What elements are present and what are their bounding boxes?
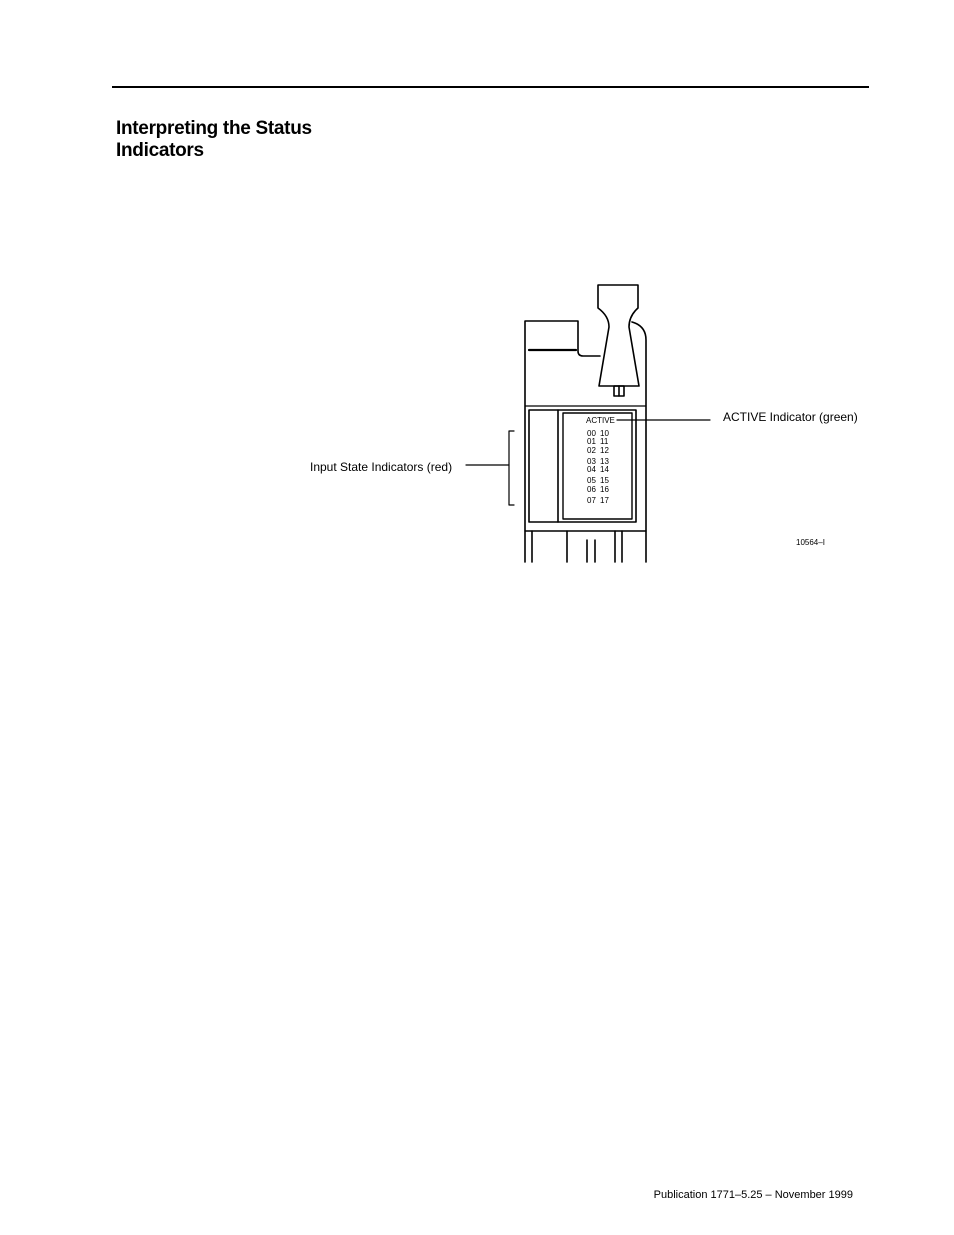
led-label: 10 — [600, 429, 609, 438]
led-label: 07 — [587, 496, 596, 505]
indicator-panel-outer — [529, 410, 636, 522]
indicator-window — [563, 413, 632, 519]
led-column-right — [600, 429, 609, 505]
led-label: 17 — [600, 496, 609, 505]
led-label: 03 — [587, 457, 596, 466]
led-label: 01 — [587, 437, 596, 446]
publication-footer: Publication 1771–5.25 – November 1999 — [653, 1189, 853, 1201]
led-label: 13 — [600, 457, 609, 466]
led-label: 11 — [600, 437, 609, 446]
input-indicators-bracket — [509, 431, 514, 505]
latch-handle — [598, 285, 639, 386]
input-state-indicators-callout: Input State Indicators (red) — [310, 460, 453, 474]
led-label: 16 — [600, 485, 609, 494]
led-label: 14 — [600, 465, 609, 474]
led-label: 05 — [587, 476, 596, 485]
led-label: 15 — [600, 476, 609, 485]
led-label: 02 — [587, 446, 596, 455]
section-title-line-2: Indicators — [116, 140, 204, 161]
led-label: 06 — [587, 485, 596, 494]
active-led-label: ACTIVE — [586, 416, 615, 425]
led-label: 12 — [600, 446, 609, 455]
active-indicator-callout: ACTIVE Indicator (green) — [723, 410, 858, 424]
led-label: 04 — [587, 465, 596, 474]
led-column-left — [587, 429, 596, 505]
led-label: 00 — [587, 429, 596, 438]
section-title-line-1: Interpreting the Status — [116, 118, 312, 139]
figure-id: 10564–I — [796, 538, 825, 547]
